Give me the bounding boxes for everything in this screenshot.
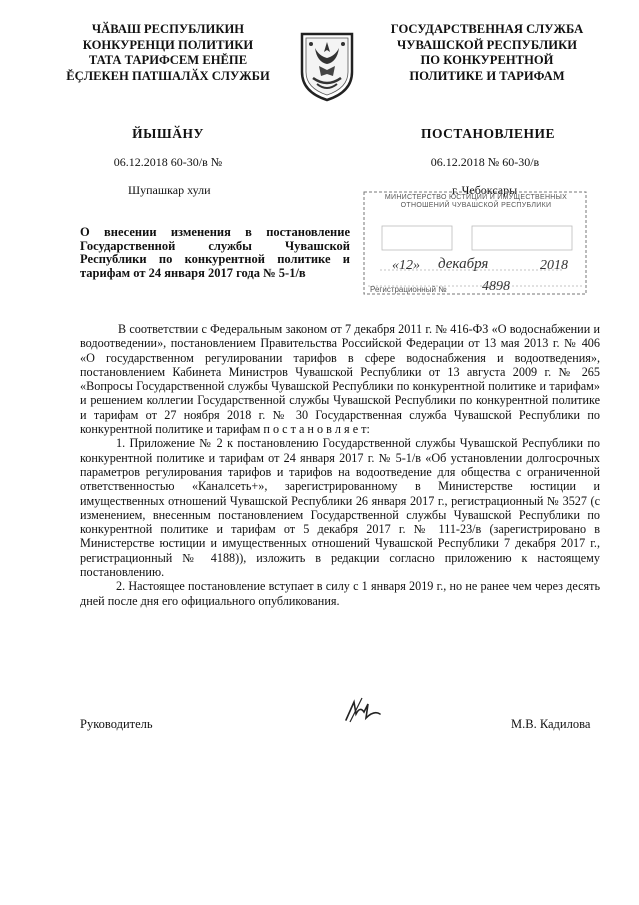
stamp-registration-label: Регистрационный № [370,285,447,294]
header-right-line: ЧУВАШСКОЙ РЕСПУБЛИКИ [396,37,577,52]
header-right-line: ПО КОНКУРЕНТНОЙ [420,53,554,67]
stamp-ministry-line: ОТНОШЕНИЙ ЧУВАШСКОЙ РЕСПУБЛИКИ [400,202,552,209]
city-russian: г. Чебоксары [452,183,518,197]
stamp-registration-number: 4898 [482,279,510,294]
doc-type-russian: ПОСТАНОВЛЕНИЕ [420,126,556,141]
doc-date-number-chuvash: 06.12.2018 60-30/в № [113,155,223,169]
stamp-ministry-line: МИНИСТЕРСТВО ЮСТИЦИИ И ИМУЩЕСТВЕННЫХ [384,194,568,201]
signatory-name: М.В. Кадилова [511,717,591,731]
chuvash-emblem-icon [297,30,357,102]
header-right-organization [372,22,602,84]
signatory-role: Руководитель [80,717,153,731]
header-left-line: ĔҪЛЕКЕН ПАТШАЛӐХ СЛУЖБИ [66,68,270,83]
header-left-organization [58,22,278,84]
stamp-ministry-header [366,194,586,210]
body-item-1: 1. Приложение № 2 к постановлению Государственной службы Чувашской Республики по конкурентной политике и тарифам от 24 января 2017 г. № 5-1/в «Об установлении долгосрочных параметров регулирования тарифов и тарифов на водоотведение для общества с ограниченной ответственностью «Каналсеть+», зарегистрированному в Министерстве юстиции и имущественных отношений Чувашской Республики 26 января 2017 г., регистрационный № 3527 (с изменением, внесенным постановлением Государственной службы Чувашской Республики по конкурентной политике и тарифам от 5 декабря 2017 г. № 111-23/в (зарегистрировано в Министерстве юстиции и имущественных отношений Чувашской Республики 7 декабря 2017 г., регистрационный № 4188)), изложить в редакции согласно приложению к настоящему постановлению. [80,436,600,580]
stamp-registration-month: декабря [438,256,489,272]
header-right-line: ПОЛИТИКЕ И ТАРИФАМ [409,68,565,83]
header-left-line: ЧӐВАШ РЕСПУБЛИКИН [91,22,245,36]
stamp-registration-year: 2018 [540,258,568,273]
stamp-registration-day: «12» [392,258,420,273]
document-body [80,322,600,608]
document-subject: О внесении изменения в постановление Государственной службы Чувашской Республики по конкурентной политике и тарифам от 24 января 2017 года № 5-1/в [80,225,350,280]
header-left-line: ТАТА ТАРИФСЕМ ЕНĔПЕ [88,53,248,67]
handwritten-signature-icon [340,694,390,726]
city-chuvash: Шупашкар хули [128,183,211,197]
doc-date-number-russian: 06.12.2018 № 60-30/в [430,155,540,169]
header-right-line: ГОСУДАРСТВЕННАЯ СЛУЖБА [390,22,584,36]
header-left-line: КОНКУРЕНЦИ ПОЛИТИКИ [82,37,254,52]
body-preamble: В соответствии с Федеральным законом от 7 декабря 2011 г. № 416-ФЗ «О водоснабжении и водоотведении», постановлением Правительства Российской Федерации от 13 мая 2013 г. № 406 «О государственном регулировании тарифов в сфере водоснабжения и водоотведения», постановлением Кабинета Министров Чувашской Республики от 13 августа 2009 г. № 265 «Вопросы Государственной службы Чувашской Республики по конкурентной политике и тарифам» и решением коллегии Государственной службы Чувашской Республики по конкурентной политике и тарифам от 27 ноября 2018 г. № 30 Государственная служба Чувашской Республики по конкурентной политике и тарифам п о с т а н о в л я е т: [80,322,600,437]
doc-type-chuvash: ЙЫШӐНУ [132,126,204,141]
body-item-2: 2. Настоящее постановление вступает в силу с 1 января 2019 г., но не ранее чем через десять дней после дня его официального опубликования. [80,579,600,608]
